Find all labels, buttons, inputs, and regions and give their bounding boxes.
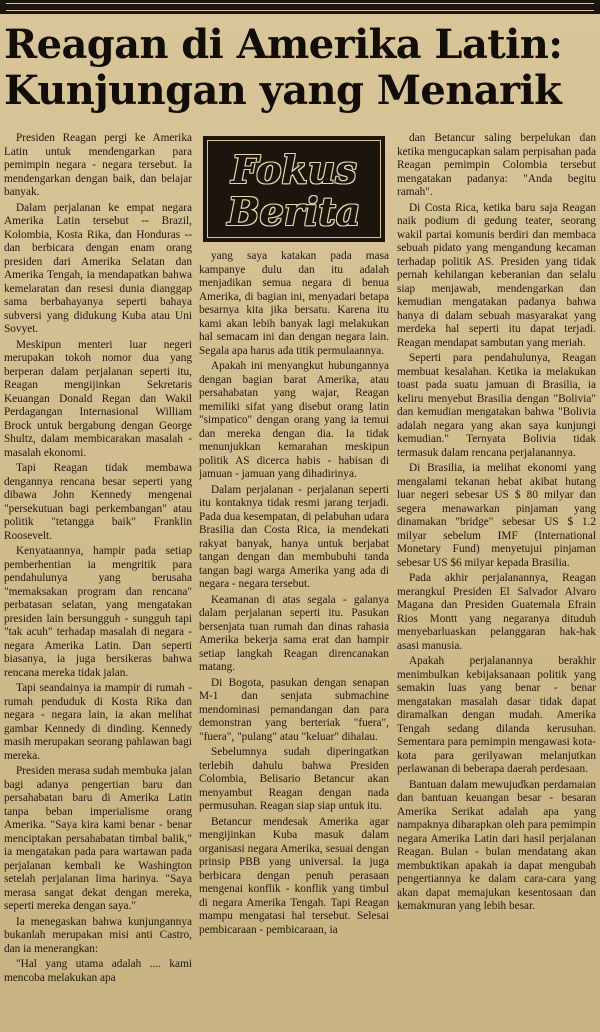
article-paragraph: Meskipun menteri luar negeri merupakan tokoh nomor dua yang berperan dalam perjalanan seperti itu, Reagan mengijinkan Sekretaris Keuangan Donald Regan dan Wakil Perdagangan Internasional William Brock untuk bergabung dengan George Shultz, dalam membicarakan masalah - masalah ekonomi. [4,338,192,459]
article-paragraph: Sebelumnya sudah diperingatkan terlebih dahulu bahwa Presiden Colombia, Belisario Betancur akan menyambut Reagan dengan nada permusuhan. Reagan siap siap untuk itu. [199,746,389,812]
article-paragraph: Keamanan di atas segala - galanya dalam perjalanan seperti itu. Pasukan bersenjata tuan rumah dan dinas rahasia Amerika bekerja sama erat dan hampir setiap langkah Reagan direncanakan matang. [199,593,389,673]
article-paragraph: Presiden Reagan pergi ke Amerika Latin untuk mendengarkan para pemimpin negara - negara tersebut. Ia mendengarkan dengan baik, dan belajar banyak. [4,132,192,198]
fokus-word: Fokus [231,147,357,192]
headline-line-2: Kunjungan yang Menarik [4,67,562,114]
article-paragraph: Ia menegaskan bahwa kunjungannya bukanlah merupakan misi anti Castro, dan ia menerangkan: [4,915,192,955]
article-paragraph: Apakah perjalanannya berakhir menimbulkan kebijaksanaan politik yang semakin luas yang benar - benar mengatakan masalah dasar tidak dapat diramalkan dengan mudah. Amerika Tengah sedang dilanda kerusuhan. Sementara para pemimpin mengawasi kota-kota para gerilyawan melanjutkan perlawanan di beberapa daerah perdesaan. [397,655,596,775]
article-column-1 [4,132,192,1028]
article-paragraph: Di Brasilia, ia melihat ekonomi yang mengalami tekanan hebat akibat hutang luar negeri sebesar US $ 80 milyar dan segera menawarkan pinjaman yang dinamakan "bridge" sebesar US $ 1.2 milyar sebelum IMF (International Monetary Fund) menyetujui pinjaman sebesar US $6 milyar kepada Brasilia. [397,462,596,569]
top-border-inner-rule [6,3,594,11]
article-paragraph: dan Betancur saling berpelukan dan ketika mengucapkan salam perpisahan pada Reagan pemimpin Colombia tersebut mengatakan padanya: "Anda begitu ramah". [397,132,596,198]
article-paragraph: Tapi Reagan tidak membawa dengannya rencana besar seperti yang dibawa John Kennedy mengenai "persekutuan bagi perkembangan" atau politik "tetangga baik" Franklin Roosevelt. [4,462,192,542]
article-paragraph: Di Costa Rica, ketika baru saja Reagan naik podium di gedung teater, seorang wakil partai komunis berdiri dan membaca sebuah pidato yang mengandung kecaman terhadap politik AS. Presiden yang tidak pernah kehilangan keberanian dan selalu siap menjawab, mendengarkan dan kemudian mengatakan padanya bahwa hanya di dalam sebuah masyarakat yang merdeka hal seperti itu dapat terjadi. Reagan mendapat sambutan yang meriah. [397,201,596,349]
article-paragraph: yang saya katakan pada masa kampanye dulu dan itu adalah menjadikan semua negara di benua Amerika, di bagian ini, menyadari betapa besarnya kita jika bersatu. Karena itu kami akan lebih banyak lagi melakukan hal semacam ini dan dengan negara lain. Segala apa harus ada titik permulaannya. [199,250,389,357]
article-paragraph: Di Bogota, pasukan dengan senapan M-1 dan senjata submachine mendominasi pemandangan dan para demonstran yang berteriak "fuera", "fuera", "pulang" atau "keluar" dihalau. [199,676,389,743]
article-paragraph: Tapi seandainya ia mampir di rumah - rumah penduduk di Kosta Rika dan negara - negara lain, ia akan melihat gambar Kennedy di dinding. Kennedy masih merupakan seorang pahlawan bagi mereka. [4,682,192,762]
berita-word: Berita [227,189,361,234]
article-paragraph: "Hal yang utama adalah .... kami mencoba melakukan apa [4,958,192,984]
article-paragraph: Seperti para pendahulunya, Reagan membuat kesalahan. Ketika ia melakukan toast pada suatu jamuan di Brasilia, ia keliru menyebut Brasilia dengan "Bolivia" dan kemudian mengatakan bahwa "Bolivia adalah negara yang akan saya kunjungi kemudian." Ternyata Bolivia tidak termasuk dalam rencana perjalanannya. [397,352,596,459]
fokus-berita-box [203,136,385,242]
article-paragraph: Kenyataannya, hampir pada setiap pemberhentian ia mengritik para pendahulunya yang berusaha "memaksakan program dan rencana" perbatasan selatan, yang mengatakan presiden lain bersungguh - sungguh tapi "tak acuh" terhadap masalah di negara - negara Amerika Latin. Dan seperti biasanya, ia juga bersikeras bahwa rencana mereka tidak jalan. [4,545,192,679]
article-paragraph: Dalam perjalanan ke empat negara Amerika Latin tersebut -- Brazil, Kolombia, Kosta Rika, dan Honduras -- dan berbicara dengan enam orang presiden dari Amerika Selatan dan Amerika Tengah, ia mendapatkan bahwa kemelaratan dan resesi dunia dianggap sama berbahayanya seperti bahaya subversi yang didukung Kuba atau Uni Sovyet. [4,201,192,335]
article-paragraph: Betancur mendesak Amerika agar mengijinkan Kuba masuk dalam organisasi negara Amerika, sesuai dengan prinsip PBB yang universal. Ia juga berbicara dengan penuh perasaan mengenai konflik - konflik yang timbul di negara Amerika Tengah. Tapi Reagan mampu mengatasi hal tersebut. Selesai pembicaraan - pembicaraan, ia [199,815,389,936]
article-paragraph: Pada akhir perjalanannya, Reagan merangkul Presiden El Salvador Alvaro Magana dan Presiden Guatemala Efrain Rios Montt yang negaranya dituduh menyebarluaskan pelanggaran hak-hak asasi manusia. [397,572,596,652]
article-paragraph: Bantuan dalam mewujudkan perdamaian dan bantuan keuangan besar - besaran Amerika Serikat adalah apa yang nampaknya diharapkan oleh para pemimpin negara Amerika Latin dari hasil perjalanan Reagan. Bulan - bulan mendatang akan membuktikan apakah ia dapat mengubah pengertiannya ke dalam cara-cara yang akan dapat memajukan kesentosaan dan kemakmuran yang lebih besar. [397,778,596,912]
article-column-3 [397,132,596,1028]
article-headline [4,22,596,114]
headline-line-1: Reagan di Amerika Latin: [4,21,563,68]
article-paragraph: Apakah ini menyangkut hubungannya dengan bagian barat Amerika, atau persahabatan yang wajar, Reagan memiliki sifat yang disebut orang latin "simpatico" dengan orang yang ia temui dan mereka dengan dia. Ia tidak menunjukkan kemarahan meskipun politik AS dicerca habis - habisan di jamuan - jamuan yang dihadirinya. [199,360,389,480]
article-paragraph: Dalam perjalanan - perjalanan seperti itu kontaknya tidak resmi jarang terjadi. Pada dua kesempatan, di pelabuhan udara Brasilia dan Costa Rica, ia mendekati rakyat banyak, hanya untuk berjabat tangan dengan dan membubuhi tanda tangan bagi warga Amerika yang ada di negara - negara tersebut. [199,483,389,590]
top-border-strip [0,0,600,14]
article-paragraph: Presiden merasa sudah membuka jalan bagi adanya pengertian baru dan persahabatan baru di Amerika Latin tanpa beban imperialisme orang Amerika. "Saya kira kami benar - benar menciptakan persahabatan timbal balik," ia mengatakan pada para wartawan pada perjalanan kembali ke Washington setelah perjalanan lima harinya. "Saya merasa sangat dekat dengan mereka, seperti mereka dengan saya." [4,765,192,912]
article-column-2 [199,250,389,1028]
